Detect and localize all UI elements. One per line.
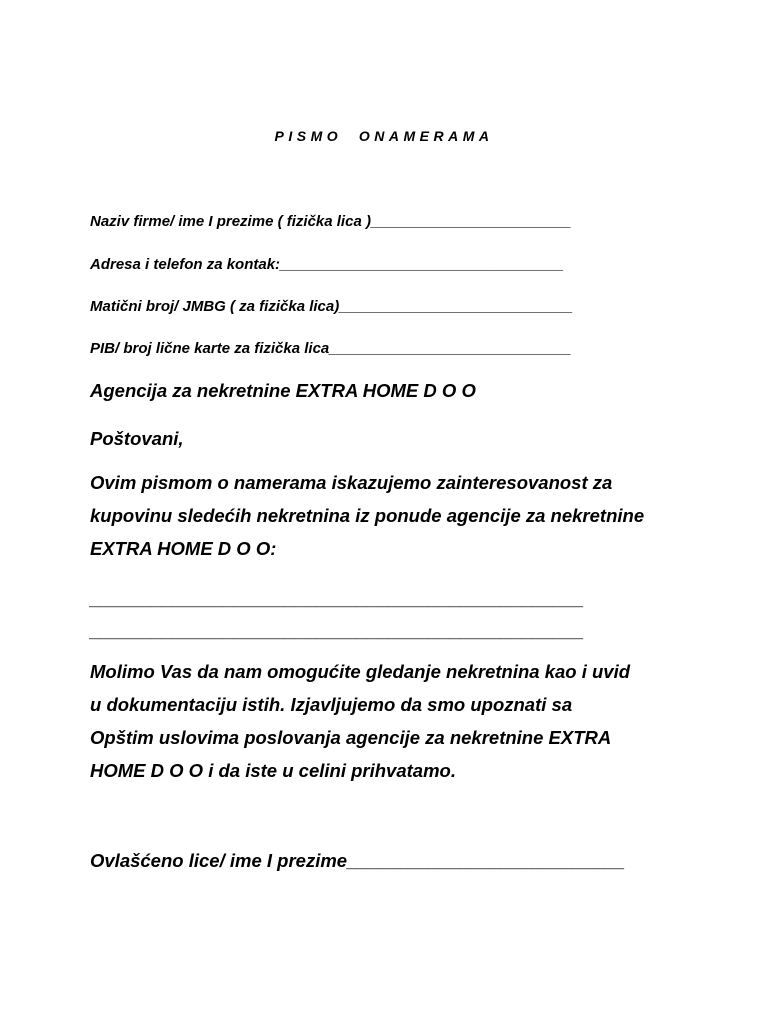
document-title: PISMO ONAMERAMA	[274, 128, 494, 144]
field-registration-number: Matični broj/ JMBG ( za fizička lica)____________________________	[90, 298, 573, 315]
intro-line: kupovinu sledećih nekretnina iz ponude agencije za nekretnine	[90, 505, 645, 526]
field-address-phone: Adresa i telefon za kontak:__________________________________	[90, 256, 564, 273]
blank-line: ________________________________________________	[90, 620, 584, 641]
request-line: HOME D O O i da iste u celini prihvatamo.	[90, 760, 456, 781]
intro-line: Ovim pismom o namerama iskazujemo zainteresovanost za	[90, 472, 613, 493]
intro-line: EXTRA HOME D O O:	[90, 538, 277, 559]
request-line: u dokumentaciju istih. Izjavljujemo da smo upoznati sa	[90, 694, 573, 715]
request-line: Molimo Vas da nam omogućite gledanje nekretnina kao i uvid	[90, 661, 631, 682]
greeting: Poštovani,	[90, 428, 184, 449]
agency-name: Agencija za nekretnine EXTRA HOME D O O	[90, 380, 476, 401]
field-tax-id: PIB/ broj lične karte za fizička lica_____________________________	[90, 340, 572, 357]
request-line: Opštim uslovima poslovanja agencije za nekretnine EXTRA	[90, 727, 612, 748]
field-company-name: Naziv firme/ ime I prezime ( fizička lica )________________________	[90, 213, 572, 230]
blank-line: ________________________________________________	[90, 588, 584, 609]
signature-field: Ovlašćeno lice/ ime I prezime___________________________	[90, 850, 625, 871]
